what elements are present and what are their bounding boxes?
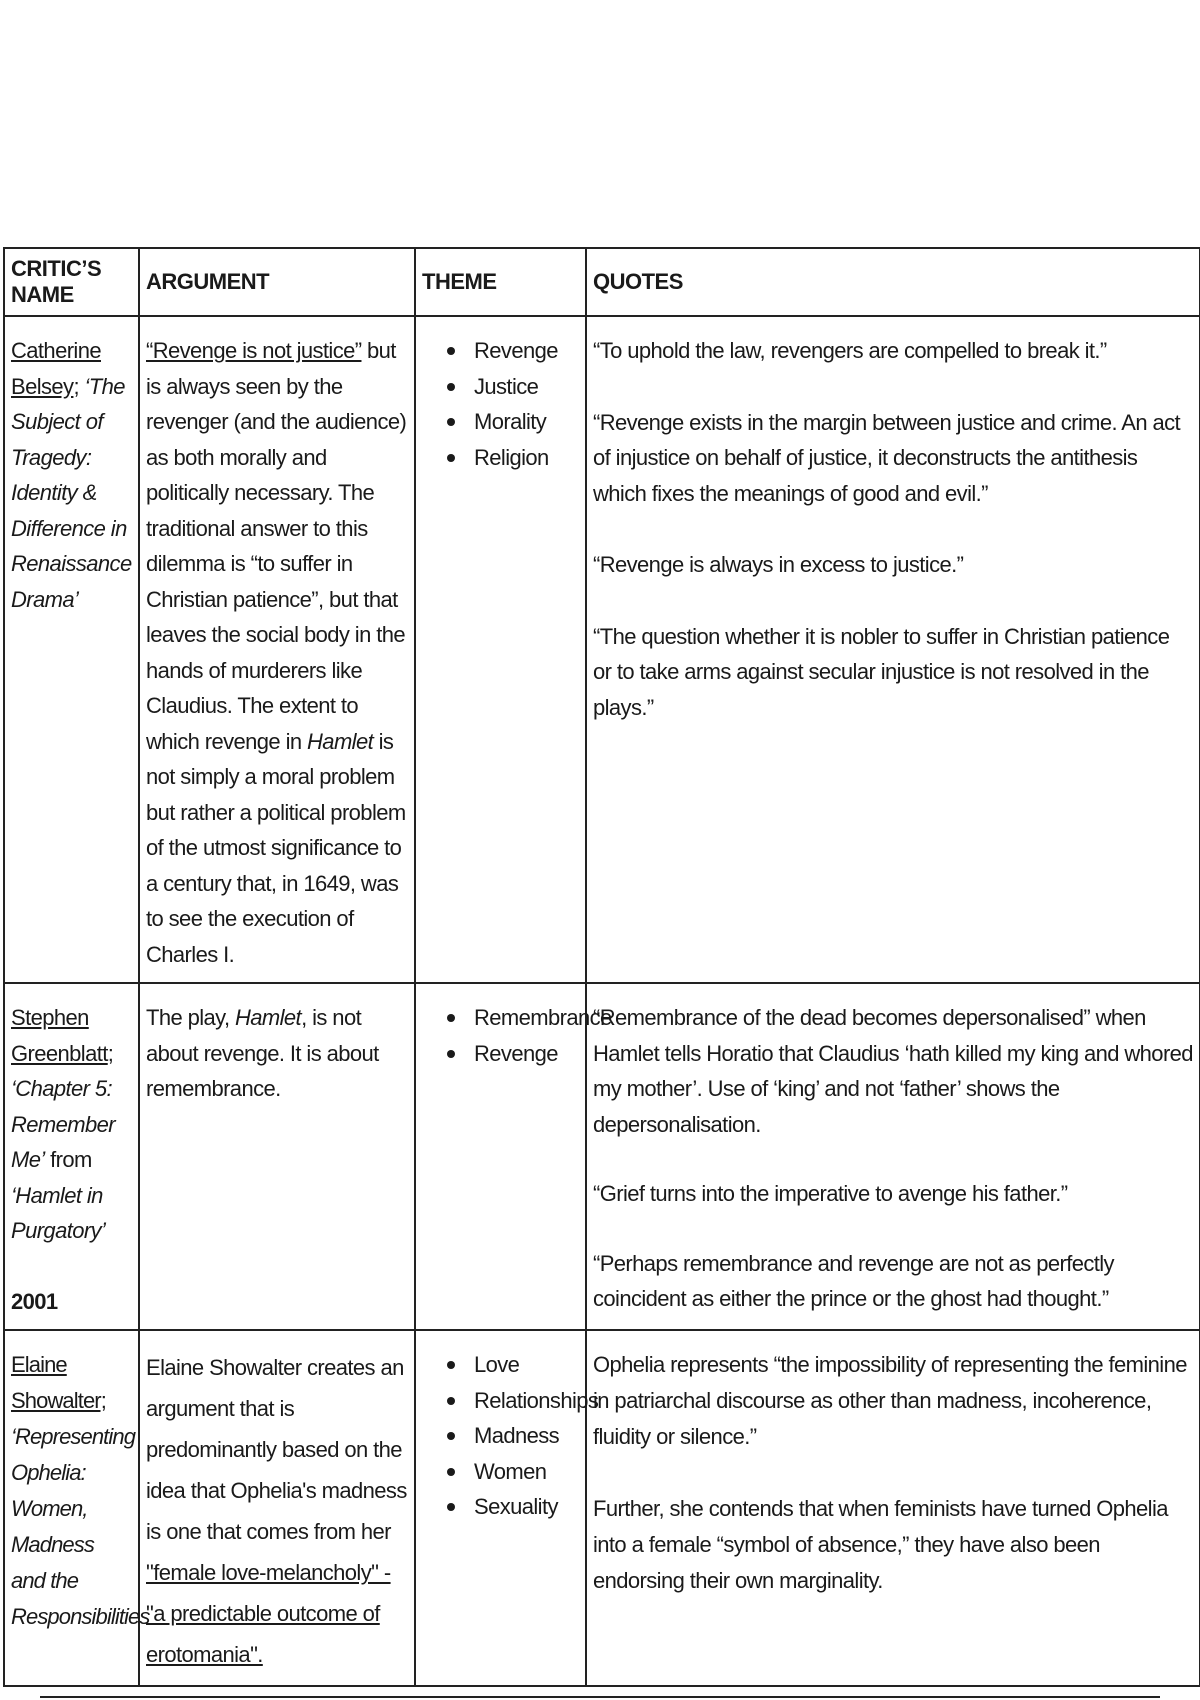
header-argument: ARGUMENT [139,248,415,316]
argument-cell [139,316,415,983]
quote: Ophelia represents “the impossibility of representing the feminine in patriarchal discourse as other than madness, incoherence, fluidity or silence.” [593,1352,1187,1449]
quote: “Revenge is always in excess to justice.” [593,552,964,577]
argument-text: but is always seen by the revenger (and the audience) as both morally and politically necessary. The traditional answer to this dilemma is “to suffer in Christian patience”, but that leaves the social body in the hands of murderers like Claudius. The extent to which revenge in [146,338,407,754]
quote: “Revenge exists in the margin between justice and crime. An act of injustice on behalf of justice, it deconstructs the antithesis which fixes the meanings of good and evil.” [593,409,1181,506]
quote: “To uphold the law, revengers are compelled to break it.” [593,338,1107,363]
theme-list [422,1347,599,1525]
critic-cell [4,316,139,983]
quote: “The question whether it is nobler to suffer in Christian patience or to take arms against secular injustice is not resolved in the plays.” [593,623,1170,720]
list-item: Religion [474,440,579,476]
argument-italic-title: Hamlet [234,1005,302,1030]
header-quotes: QUOTES [586,248,1200,316]
critic-name: Catherine Belsey [11,338,101,399]
critic-name: Stephen Greenblatt [11,1005,108,1066]
critic-separator: ; [73,373,85,399]
list-item: Revenge [474,333,579,369]
list-item: Women [474,1454,579,1490]
header-critic-name: CRITIC’S NAME [4,248,139,316]
theme-cell [415,983,612,1330]
header-theme: THEME [415,248,586,316]
list-item: Morality [474,404,579,440]
argument-underlined-quote: "female love-melancholy" - "a predictable outcome of erotomania". [146,1560,391,1667]
critic-name: Elaine Showalter; [11,1352,106,1413]
list-item: Revenge [474,1036,579,1072]
argument-cell [139,1330,415,1686]
quote: Further, she contends that when feminists have turned Ophelia into a female “symbol of absence,” they have also been endorsing their own marginality. [593,1496,1168,1593]
list-item: Relationships [474,1383,579,1419]
argument-text: The play, [146,1005,235,1030]
critics-table [3,247,1200,1687]
theme-cell [415,1330,599,1686]
argument-italic-title: Hamlet [307,728,374,754]
table-row [4,983,1200,1330]
list-item: Justice [474,369,579,405]
table-row [4,1330,1200,1686]
document-page [3,247,1199,1687]
list-item: Madness [474,1418,579,1454]
list-item: Sexuality [474,1489,579,1525]
quote: “Grief turns into the imperative to avenge his father.” [593,1181,1068,1206]
critic-cell [4,983,139,1330]
list-item: Love [474,1347,579,1383]
critic-work: ‘Chapter 5: Remember Me’ [11,1076,116,1172]
list-item: Remembrance [474,1000,579,1036]
critic-separator: ; [107,1040,114,1066]
critic-book: ‘Hamlet in Purgatory’ [11,1182,106,1243]
critic-cell [4,1330,150,1686]
critic-from: from [44,1147,92,1172]
argument-text: is not simply a moral problem but rather a political problem of the utmost significance to a century that, in 1649, was to see the execution of Charles I. [146,728,406,967]
argument-underlined-quote: “Revenge is not justice” [146,338,362,363]
argument-text: , is not about revenge. It is about remembrance. [146,1005,379,1101]
theme-list [422,333,579,475]
critic-work: ‘Representing Ophelia: Women, Madness and the Responsibilities [11,1424,150,1629]
argument-cell [139,983,415,1330]
quote: “Remembrance of the dead becomes depersonalised” when Hamlet tells Horatio that Claudius ‘hath killed my king and whored my mother’. Use of ‘king’ and not ‘father’ shows the depersonalisation. [593,1005,1193,1137]
quotes-cell [586,983,1200,1330]
quotes-cell [586,316,1200,983]
theme-list [422,1000,612,1071]
table-row [4,316,1200,983]
critic-year: 2001 [11,1288,58,1314]
footer-divider [40,1696,1160,1698]
quotes-cell [586,1330,1200,1686]
critic-work: ‘The Subject of Tragedy: Identity & Difference in Renaissance Drama’ [11,373,132,612]
quote: “Perhaps remembrance and revenge are not as perfectly coincident as either the prince or the ghost had thought.” [593,1250,1114,1311]
theme-cell [415,316,586,983]
table-header-row [4,248,1200,316]
argument-text: Elaine Showalter creates an argument that is predominantly based on the idea that Ophelia's madness is one that comes from her [146,1355,407,1544]
